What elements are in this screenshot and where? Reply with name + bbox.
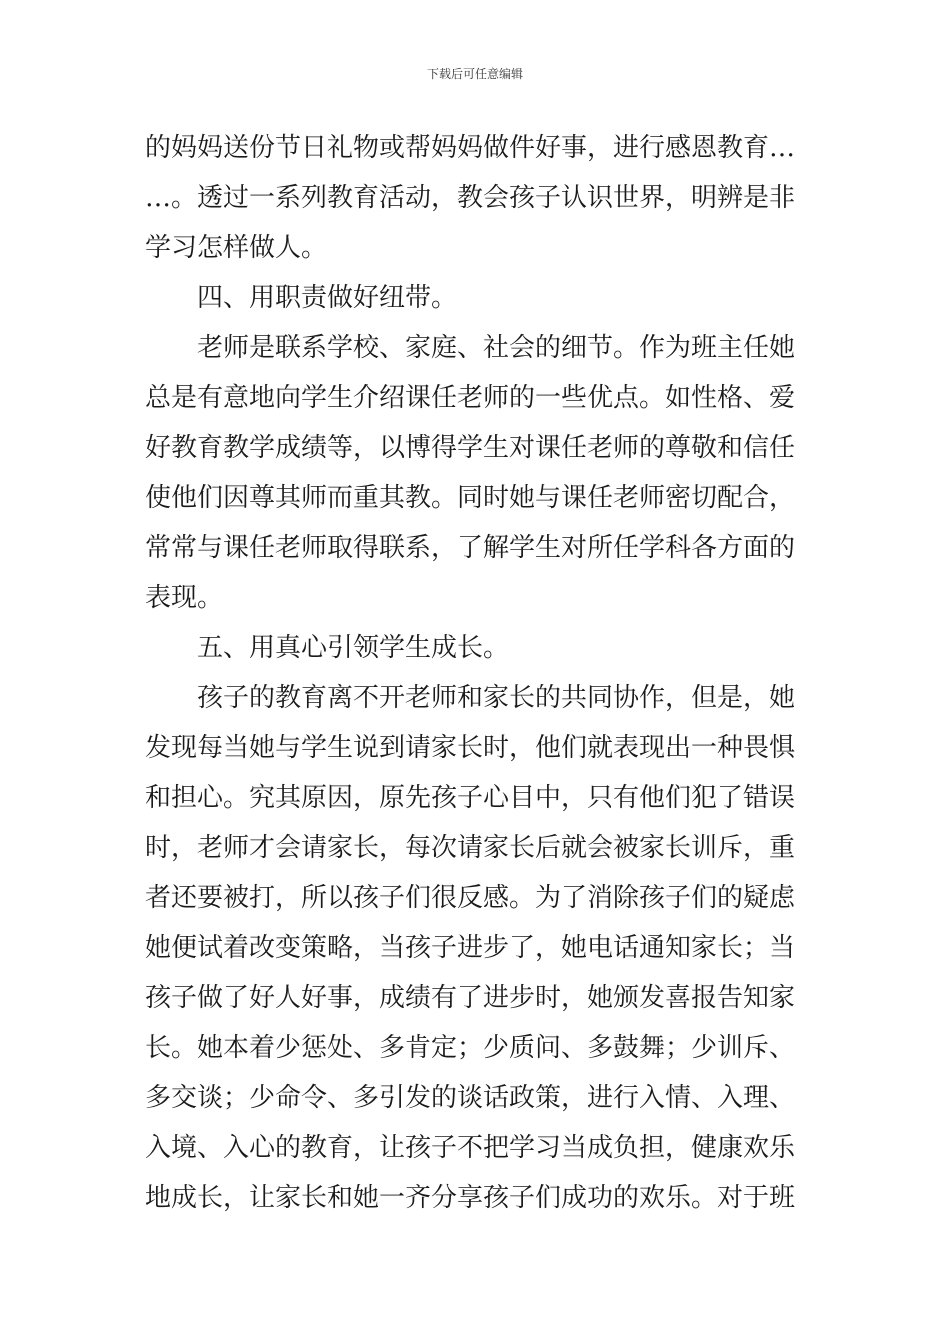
text-line: 总是有意地向学生介绍课任老师的一些优点。如性格、爱	[145, 383, 796, 413]
text-line: 长。她本着少惩处、多肯定；少质问、多鼓舞；少训斥、	[145, 1033, 796, 1063]
text-line: 多交谈；少命令、多引发的谈话政策，进行入情、入理、	[145, 1083, 796, 1113]
text-line: 和担心。究其原因，原先孩子心目中，只有他们犯了错误	[145, 783, 796, 813]
document-body	[145, 123, 811, 1223]
text-line: 发现每当她与学生说到请家长时，他们就表现出一种畏惧	[145, 733, 796, 763]
text-line: 学习怎样做人。	[145, 233, 328, 263]
text-line: 常常与课任老师取得联系，了解学生对所任学科各方面的	[145, 533, 796, 563]
text-line: …。透过一系列教育活动，教会孩子认识世界，明辨是非	[145, 183, 796, 213]
page-header-note: 下载后可任意编辑	[426, 67, 523, 81]
text-line: 地成长，让家长和她一齐分享孩子们成功的欢乐。对于班	[145, 1183, 796, 1213]
text-line: 孩子的教育离不开老师和家长的共同协作，但是，她	[197, 683, 796, 713]
text-line: 孩子做了好人好事，成绩有了进步时，她颁发喜报告知家	[145, 983, 796, 1013]
section-heading-5: 五、用真心引领学生成长。	[197, 633, 510, 663]
text-line: 老师是联系学校、家庭、社会的细节。作为班主任她	[197, 333, 796, 363]
text-line: 者还要被打，所以孩子们很反感。为了消除孩子们的疑虑	[145, 883, 796, 913]
text-line: 她便试着改变策略，当孩子进步了，她电话通知家长；当	[145, 933, 796, 963]
section-heading-4: 四、用职责做好纽带。	[197, 283, 458, 313]
text-line: 时，老师才会请家长，每次请家长后就会被家长训斥，重	[145, 833, 796, 863]
text-line: 入境、入心的教育，让孩子不把学习当成负担，健康欢乐	[145, 1133, 796, 1163]
text-line: 的妈妈送份节日礼物或帮妈妈做件好事，进行感恩教育…	[145, 133, 796, 163]
text-line: 使他们因尊其师而重其教。同时她与课任老师密切配合，	[145, 483, 796, 513]
text-line: 表现。	[145, 583, 224, 613]
text-line: 好教育教学成绩等，以博得学生对课任老师的尊敬和信任	[145, 433, 796, 463]
